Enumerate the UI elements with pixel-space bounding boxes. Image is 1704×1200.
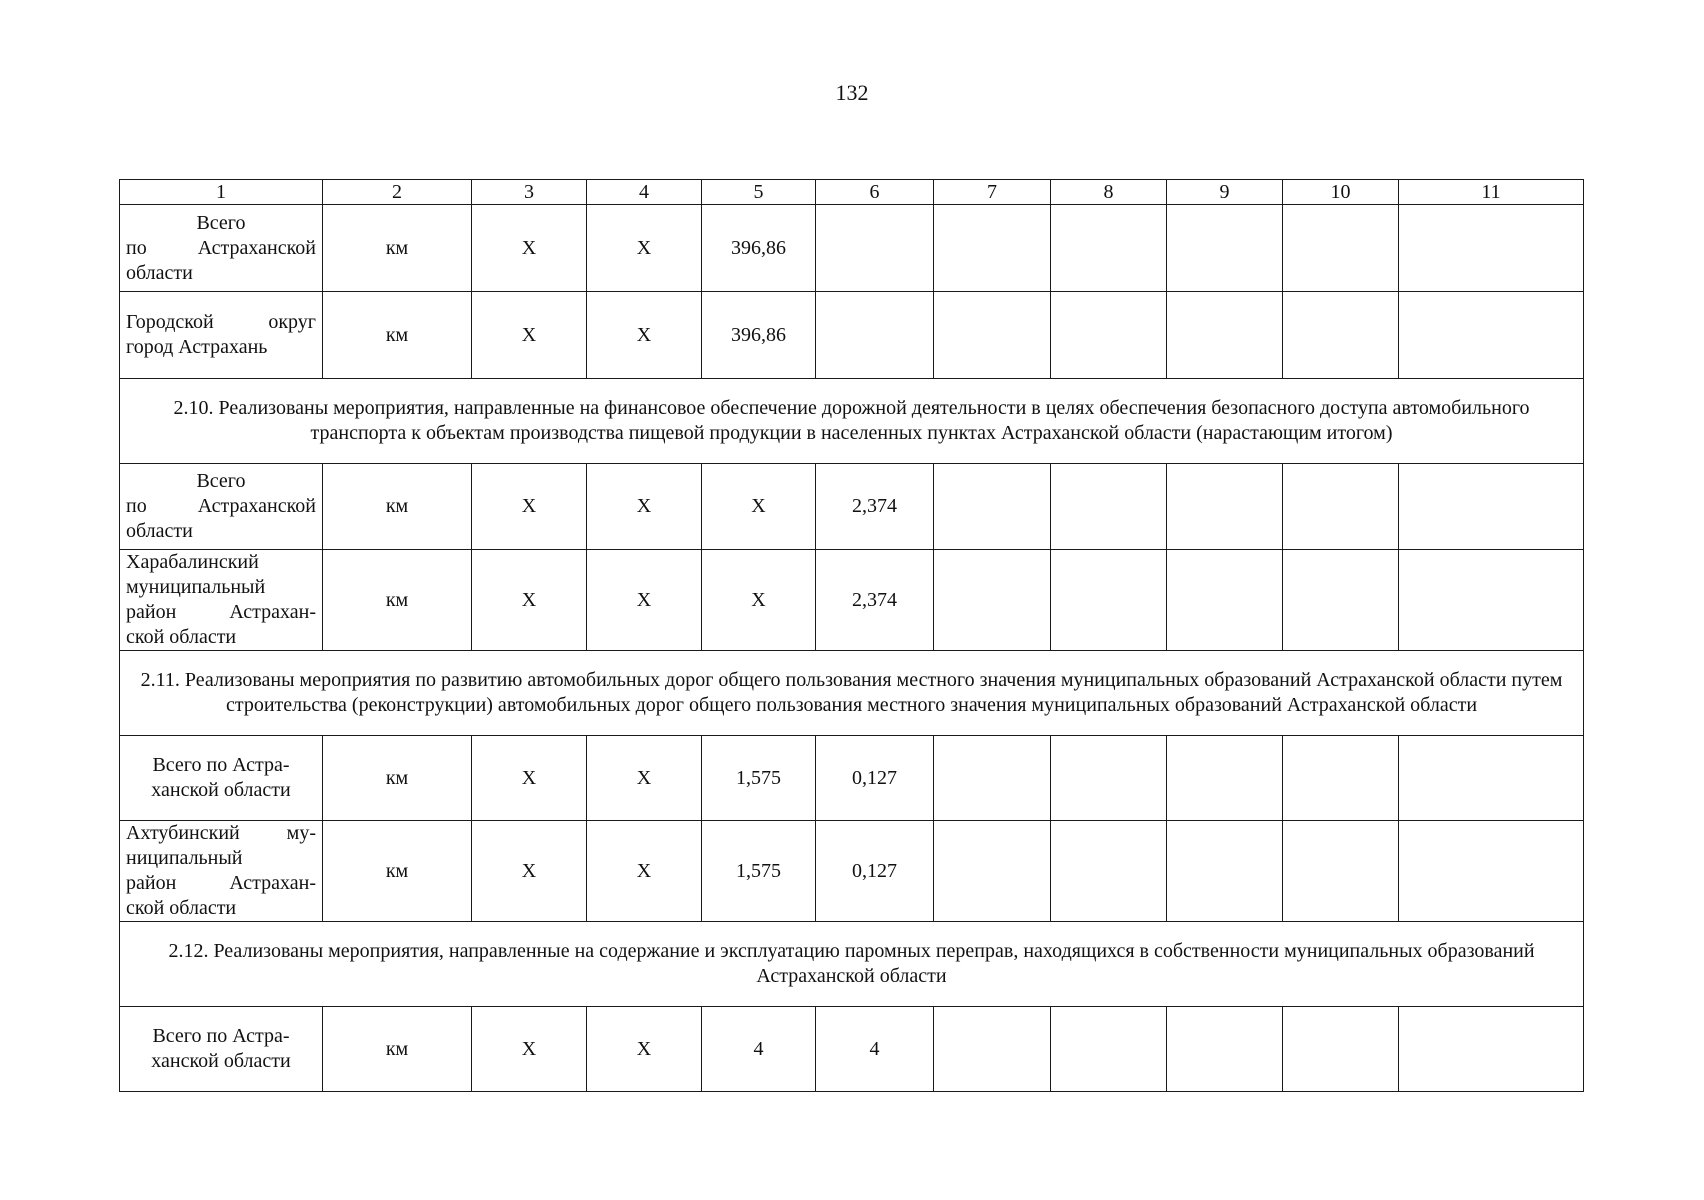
section-row [120,922,1584,1007]
unit-cell: км [323,736,472,821]
value-cell [1051,464,1167,550]
value-cell [816,205,934,292]
value-cell: X [587,205,702,292]
value-cell [816,292,934,379]
value-cell: X [472,550,587,651]
value-cell [1051,821,1167,922]
value-cell [934,292,1051,379]
value-cell: 0,127 [816,821,934,922]
value-cell: 4 [702,1007,816,1092]
unit-cell: км [323,821,472,922]
column-header: 8 [1051,180,1167,205]
value-cell: X [587,821,702,922]
value-cell: 1,575 [702,821,816,922]
territory-name-line: Городской округ [126,311,316,333]
territory-name-line: по Астраханской [126,236,316,259]
value-cell [1167,1007,1283,1092]
value-cell: 0,127 [816,736,934,821]
value-cell [1283,205,1399,292]
value-cell: 4 [816,1007,934,1092]
territory-name-line: Всего [196,470,246,492]
territory-name [120,821,323,922]
value-cell [1167,736,1283,821]
column-header: 11 [1399,180,1584,205]
column-header: 7 [934,180,1051,205]
territory-name-line: по Астраханской [126,495,316,517]
territory-name [120,292,323,379]
value-cell [1283,1007,1399,1092]
value-cell [1051,205,1167,292]
value-cell: X [587,292,702,379]
table-row [120,464,1584,550]
value-cell: X [472,821,587,922]
table-row [120,1007,1584,1092]
value-cell [1399,205,1584,292]
territory-name [120,205,323,292]
value-cell: 396,86 [702,292,816,379]
value-cell [1399,1007,1584,1092]
territory-name [120,550,323,651]
value-cell [1283,464,1399,550]
value-cell [1051,1007,1167,1092]
value-cell [1167,205,1283,292]
territory-name-line: ской области [126,897,237,919]
unit-cell: км [323,464,472,550]
territory-name-line: Всего [196,211,246,234]
unit-cell: км [323,205,472,292]
value-cell [1283,550,1399,651]
value-cell [934,1007,1051,1092]
territory-name-line: ханской области [151,1050,291,1072]
unit-cell: км [323,292,472,379]
column-header: 9 [1167,180,1283,205]
table-row [120,821,1584,922]
value-cell [1283,821,1399,922]
value-cell: X [472,292,587,379]
value-cell: X [472,464,587,550]
value-cell: X [587,464,702,550]
value-cell [1167,550,1283,651]
value-cell: X [587,736,702,821]
header-row [120,180,1584,205]
section-title: 2.10. Реализованы мероприятия, направленные на финансовое обеспечение дорожной деятельности в целях обеспечения безопасного доступа автомобильного транспорта к объектам производства пищевой продукции в населенных пунктах Астраханской области (нарастающим итогом) [120,379,1584,464]
column-header: 5 [702,180,816,205]
table-row [120,736,1584,821]
territory-name-line: Всего по Астра- [152,1025,290,1047]
column-header: 2 [323,180,472,205]
value-cell [1051,550,1167,651]
value-cell [1399,292,1584,379]
column-header: 3 [472,180,587,205]
territory-name-line: район Астрахан- [126,601,316,623]
value-cell [1399,821,1584,922]
territory-name [120,736,323,821]
value-cell [1283,292,1399,379]
value-cell [934,550,1051,651]
table-row [120,292,1584,379]
value-cell [1167,464,1283,550]
territory-name [120,464,323,550]
section-title: 2.12. Реализованы мероприятия, направленные на содержание и эксплуатацию паромных переправ, находящихся в собственности муниципальных образований Астраханской области [120,922,1584,1007]
territory-name-line: Ахтубинский му- [126,822,316,844]
column-header: 10 [1283,180,1399,205]
value-cell: X [472,1007,587,1092]
value-cell [1399,550,1584,651]
value-cell: 2,374 [816,550,934,651]
value-cell: 2,374 [816,464,934,550]
value-cell [1051,292,1167,379]
territory-name [120,1007,323,1092]
value-cell [934,736,1051,821]
territory-name-line: район Астрахан- [126,872,316,894]
value-cell [934,464,1051,550]
territory-name-line: ской области [126,626,237,648]
page-number: 132 [835,80,869,105]
value-cell [1399,464,1584,550]
territory-name-line: Всего по Астра- [152,754,290,776]
value-cell: X [472,736,587,821]
territory-name-line: город Астрахань [126,336,268,358]
territory-name-line: муниципальный [126,576,266,598]
value-cell [934,821,1051,922]
indicators-table [119,179,1584,1092]
value-cell: 396,86 [702,205,816,292]
table-row [120,550,1584,651]
column-header: 6 [816,180,934,205]
value-cell: 1,575 [702,736,816,821]
column-header: 1 [120,180,323,205]
value-cell [1167,821,1283,922]
value-cell: X [587,550,702,651]
column-header: 4 [587,180,702,205]
section-row [120,379,1584,464]
value-cell: X [702,464,816,550]
value-cell: X [587,1007,702,1092]
territory-name-line: области [126,261,193,284]
territory-name-line: ниципальный [126,847,243,869]
value-cell [1399,736,1584,821]
value-cell: X [702,550,816,651]
section-row [120,651,1584,736]
value-cell [934,205,1051,292]
value-cell [1051,736,1167,821]
section-title: 2.11. Реализованы мероприятия по развитию автомобильных дорог общего пользования местного значения муниципальных образований Астраханской области путем строительства (реконструкции) автомобильных дорог общего пользования местного значения муниципальных образований Астраханской области [120,651,1584,736]
territory-name-line: Харабалинский [126,551,259,573]
territory-name-line: области [126,520,193,542]
value-cell [1283,736,1399,821]
unit-cell: км [323,1007,472,1092]
value-cell [1167,292,1283,379]
unit-cell: км [323,550,472,651]
value-cell: X [472,205,587,292]
territory-name-line: ханской области [151,779,291,801]
table-row [120,205,1584,292]
